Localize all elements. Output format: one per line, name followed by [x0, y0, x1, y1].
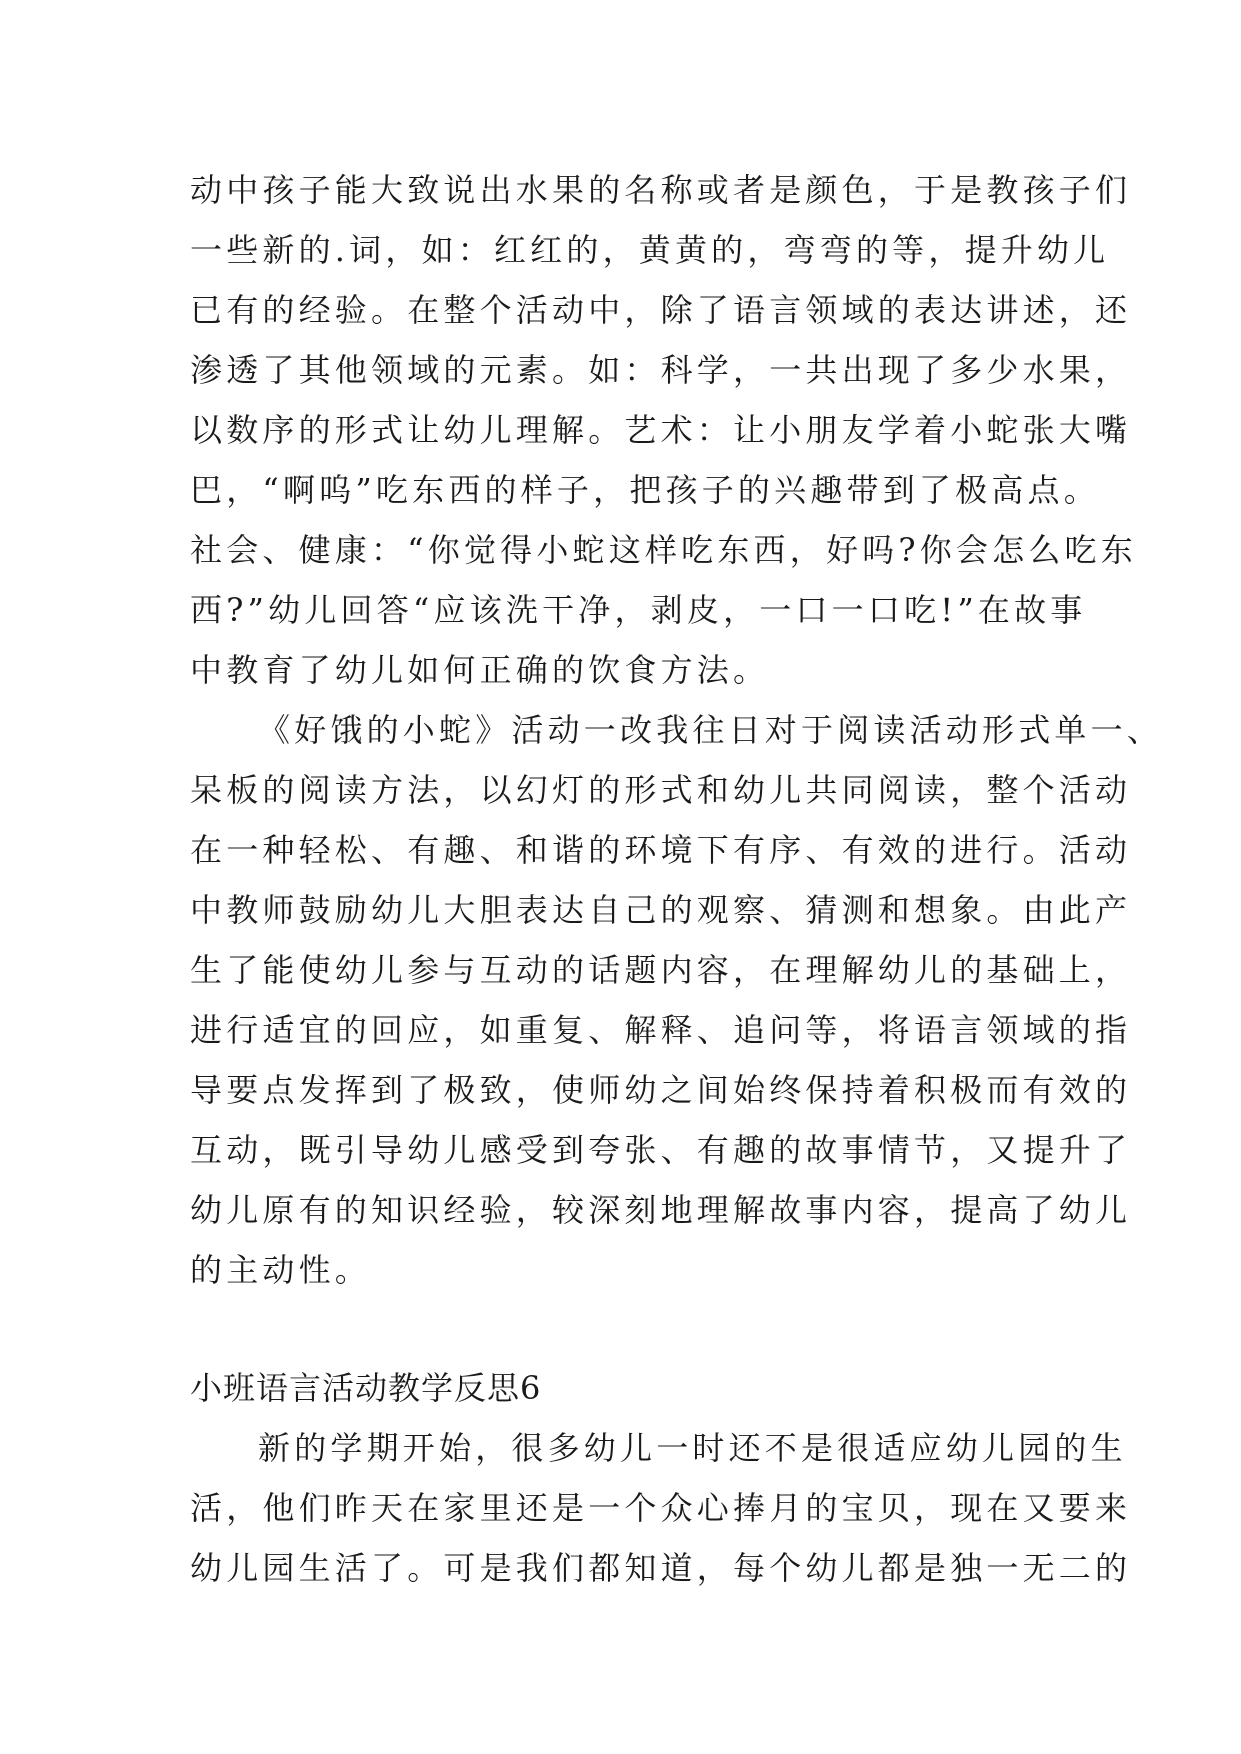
paragraph-2-line: 幼儿原有的知识经验，较深刻地理解故事内容，提高了幼儿	[190, 1191, 1132, 1229]
paragraph-3-line: 活，他们昨天在家里还是一个众心捧月的宝贝，现在又要来	[190, 1489, 1132, 1527]
paragraph-2-line: 导要点发挥到了极致，使师幼之间始终保持着积极而有效的	[190, 1071, 1132, 1109]
paragraph-1-line: 渗透了其他领域的元素。如：科学，一共出现了多少水果，	[190, 351, 1132, 389]
paragraph-3-line: 幼儿园生活了。可是我们都知道，每个幼儿都是独一无二的	[190, 1549, 1132, 1587]
paragraph-1-line: 西?”幼儿回答“应该洗干净，剥皮，一口一口吃!”在故事	[190, 591, 1087, 629]
paragraph-2	[190, 700, 1164, 1300]
paragraph-3-line: 新的学期开始，很多幼儿一时还不是很适应幼儿园的生	[258, 1429, 1127, 1467]
paragraph-2-line: 《好饿的小蛇》活动一改我往日对于阅读活动形式单一、	[258, 711, 1164, 749]
section-heading: 小班语言活动教学反思6	[190, 1369, 542, 1407]
paragraph-2-line: 的主动性。	[190, 1251, 372, 1289]
paragraph-1-line: 一些新的.词，如：红红的，黄黄的，弯弯的等，提升幼儿	[190, 231, 1110, 269]
paragraph-2-line: 在一种轻松、有趣、和谐的环境下有序、有效的进行。活动	[190, 831, 1132, 869]
paragraph-2-line: 生了能使幼儿参与互动的话题内容，在理解幼儿的基础上，	[190, 951, 1132, 989]
paragraph-3	[190, 1418, 1132, 1598]
paragraph-1-line: 以数序的形式让幼儿理解。艺术：让小朋友学着小蛇张大嘴	[190, 411, 1132, 449]
paragraph-1-line: 社会、健康：“你觉得小蛇这样吃东西，好吗?你会怎么吃东	[190, 531, 1137, 569]
paragraph-2-line: 呆板的阅读方法，以幻灯的形式和幼儿共同阅读，整个活动	[190, 771, 1132, 809]
paragraph-1-line: 中教育了幼儿如何正确的饮食方法。	[190, 651, 770, 689]
paragraph-1	[190, 160, 1137, 700]
paragraph-2-line: 中教师鼓励幼儿大胆表达自己的观察、猜测和想象。由此产	[190, 891, 1132, 929]
paragraph-2-line: 进行适宜的回应，如重复、解释、追问等，将语言领域的指	[190, 1011, 1132, 1049]
paragraph-1-line: 巴，“啊呜”吃东西的样子，把孩子的兴趣带到了极高点。	[190, 471, 1100, 509]
paragraph-1-line: 已有的经验。在整个活动中，除了语言领域的表达讲述，还	[190, 291, 1132, 329]
document-body	[190, 160, 1164, 1598]
paragraph-2-line: 互动，既引导幼儿感受到夸张、有趣的故事情节，又提升了	[190, 1131, 1132, 1169]
paragraph-1-line: 动中孩子能大致说出水果的名称或者是颜色，于是教孩子们	[190, 171, 1132, 209]
